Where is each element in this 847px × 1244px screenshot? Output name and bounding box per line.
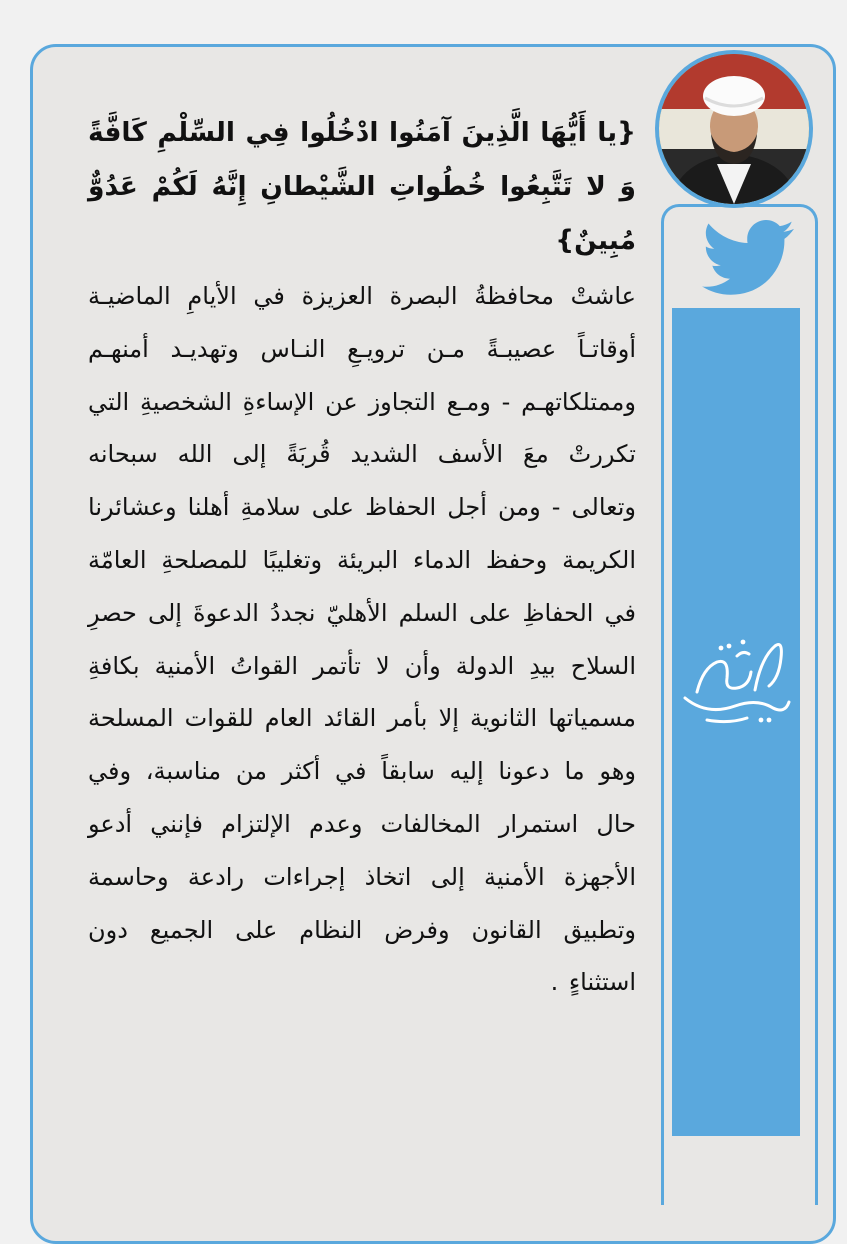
quran-verse: {يا أَيُّهَا الَّذِينَ آمَنُوا ادْخُلُوا فِي السِّلْمِ كَافَّةً وَ لا تَتَّبِعُوا خُطُواتِ الشَّيْطانِ إِنَّهُ لَكُمْ عَدُوٌّ مُبِينٌ} xyxy=(88,117,636,256)
twitter-bird-icon xyxy=(702,218,794,298)
avatar[interactable] xyxy=(655,50,813,208)
tweet-text xyxy=(88,106,636,1009)
statement-body: عاشتْ محافظةُ البصرة العزيزة في الأيامِ الماضيـة أوقاتـاً عصيبـةً مـن ترويـعِ النـاس وتهديـد أمنهـم وممتلكاتهـم - ومـع التجاوز عن الإساءةِ الشخصيةِ التي تكررتْ معَ الأسف الشديد قُربَةً إلى الله سبحانه وتعالى - ومن أجل الحفاظ على سلامةِ أهلنا وعشائرنا الكريمة وحفظ الدماء البريئة وتغليبًا للمصلحةِ العامّة في الحفاظِ على السلم الأهليّ نجددُ الدعوةَ إلى حصرِ السلاح بيدِ الدولة وأن لا تأتمر القواتُ الأمنية بكافةِ مسمياتها الثانوية إلا بأمر القائد العام للقوات المسلحة وهو ما دعونا إليه سابقاً في أكثر من مناسبة، وفي حال استمرار المخالفات وعدم الإلتزام فإنني أدعو الأجهزة الأمنية إلى اتخاذ إجراءات رادعة وحاسمة وتطبيق القانون وفرض النظام على الجميع دون استثناءٍ . xyxy=(88,282,636,997)
signature-logo xyxy=(677,628,797,728)
avatar-portrait-icon xyxy=(659,54,809,204)
